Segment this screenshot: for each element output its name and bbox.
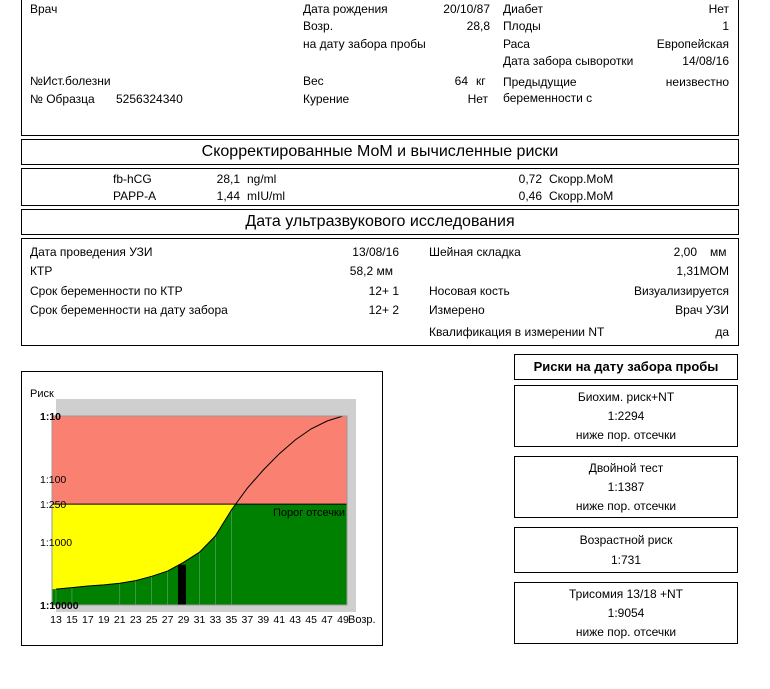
mom-section-title: Скорректированные МоМ и вычисленные риски xyxy=(21,139,739,165)
mom-row-value: 28,1 xyxy=(216,172,240,186)
x-tick-label: 13 xyxy=(50,614,62,626)
us-right-label: Носовая кость xyxy=(429,284,510,298)
fetuses-label: Плоды xyxy=(503,19,541,33)
us-left-label: Срок беременности по КТР xyxy=(30,284,183,298)
chart-xlabel: Возр. xyxy=(348,614,376,626)
risks-title: Риски на дату забора пробы xyxy=(514,354,738,380)
serum-date-value: 14/08/16 xyxy=(682,54,729,68)
us-right-unit: мм xyxy=(710,245,727,259)
mom-row-value: 1,44 xyxy=(216,189,240,203)
age-label: Возр. xyxy=(303,19,334,33)
prev-preg-value: неизвестно xyxy=(665,75,729,89)
x-tick-label: 49 xyxy=(337,614,349,626)
risk-card xyxy=(514,527,738,573)
risk-card xyxy=(514,582,738,644)
us-right-value: да xyxy=(715,325,729,339)
x-tick-label: 43 xyxy=(289,614,302,626)
risk-note: ниже пор. отсечки xyxy=(575,499,677,513)
risk-value: 1:731 xyxy=(610,553,642,567)
weight-value: 64 xyxy=(454,74,468,88)
us-left-value: 12+ 1 xyxy=(368,284,399,298)
us-left-value: 12+ 2 xyxy=(368,303,399,317)
risk-card xyxy=(514,456,738,518)
x-tick-label: 21 xyxy=(113,614,126,626)
us-left-label: КТР xyxy=(30,264,53,278)
age-value: 28,8 xyxy=(466,19,490,33)
y-tick-label: 1:10 xyxy=(40,411,62,423)
risk-note: ниже пор. отсечки xyxy=(575,625,677,639)
y-tick-label: 1:250 xyxy=(40,499,67,512)
risk-card xyxy=(514,385,738,447)
weight-label: Вес xyxy=(303,74,324,88)
us-left-label: Срок беременности на дату забора xyxy=(30,303,228,317)
cutoff-label: Порог отсечки xyxy=(272,507,345,519)
doctor-label: Врач xyxy=(30,2,58,16)
diabetes-value: Нет xyxy=(708,2,729,16)
us-right-label: Шейная складка xyxy=(429,245,521,259)
mom-row-unit: mIU/ml xyxy=(247,189,285,203)
age-label-2: на дату забора пробы xyxy=(303,37,426,51)
risk-value: 1:2294 xyxy=(607,409,645,423)
mom-row-mom-label: Скорр.МоМ xyxy=(549,172,614,186)
y-tick-label: 1:10000 xyxy=(40,600,79,612)
weight-unit: кг xyxy=(476,74,486,88)
mom-row-name: PAPP-A xyxy=(113,189,157,203)
x-tick-label: 33 xyxy=(209,614,222,626)
birth-value: 20/10/87 xyxy=(443,2,490,16)
sample-value: 5256324340 xyxy=(116,92,183,106)
x-tick-label: 31 xyxy=(193,614,206,626)
mom-row-name: fb-hCG xyxy=(113,172,152,186)
history-label: №Ист.болезни xyxy=(30,74,111,88)
x-tick-label: 35 xyxy=(225,614,238,626)
risk-value: 1:1387 xyxy=(607,480,645,494)
chart-ylabel: Риск xyxy=(30,388,54,400)
prev-preg-label-2: беременности с xyxy=(503,91,593,105)
y-tick-label: 1:1000 xyxy=(40,537,73,549)
serum-date-label: Дата забора сыворотки xyxy=(503,54,634,68)
us-right-value: 2,00 xyxy=(673,245,697,259)
x-tick-label: 39 xyxy=(257,614,270,626)
high-risk-zone xyxy=(52,416,347,504)
x-tick-label: 25 xyxy=(145,614,158,626)
y-tick-label: 1:100 xyxy=(40,474,67,486)
x-tick-label: 47 xyxy=(321,614,333,626)
risk-note: ниже пор. отсечки xyxy=(575,428,677,442)
us-right-value: Визуализируется xyxy=(633,284,729,298)
us-left-value: 58,2 мм xyxy=(349,264,393,278)
risk-name: Возрастной риск xyxy=(579,533,673,547)
x-tick-label: 37 xyxy=(241,614,254,626)
x-tick-label: 27 xyxy=(161,614,174,626)
risk-name: Биохим. риск+NT xyxy=(577,390,675,404)
x-tick-label: 15 xyxy=(66,614,78,626)
mom-row-mom: 0,72 xyxy=(518,172,542,186)
risk-name: Трисомия 13/18 +NT xyxy=(569,587,683,601)
x-tick-label: 19 xyxy=(97,614,110,626)
birth-label: Дата рождения xyxy=(303,2,388,16)
fetuses-value: 1 xyxy=(722,19,729,33)
mom-row-mom: 0,46 xyxy=(518,189,542,203)
us-right-label: Измерено xyxy=(429,303,485,317)
us-left-label: Дата проведения УЗИ xyxy=(30,245,153,259)
x-tick-label: 17 xyxy=(82,614,94,626)
prev-preg-label: Предыдущие xyxy=(503,75,577,89)
risk-chart xyxy=(21,371,383,646)
x-tick-label: 23 xyxy=(129,614,142,626)
mom-row-unit: ng/ml xyxy=(247,172,277,186)
sample-label: № Образца xyxy=(30,92,95,106)
us-left-value: 13/08/16 xyxy=(352,245,399,259)
risk-name: Двойной тест xyxy=(588,461,664,475)
risk-value: 1:9054 xyxy=(607,606,645,620)
race-value: Европейская xyxy=(656,37,729,51)
patient-marker xyxy=(178,565,186,605)
x-tick-label: 29 xyxy=(177,614,190,626)
diabetes-label: Диабет xyxy=(503,2,544,16)
us-right-value: 1,31МОМ xyxy=(676,264,729,278)
us-right-label: Квалификация в измерении NT xyxy=(429,325,605,339)
mom-row-mom-label: Скорр.МоМ xyxy=(549,189,614,203)
x-tick-label: 45 xyxy=(305,614,317,626)
race-label: Раса xyxy=(503,37,530,51)
x-tick-label: 41 xyxy=(273,614,286,626)
us-section-title: Дата ультразвукового исследования xyxy=(21,209,739,235)
us-right-value: Врач УЗИ xyxy=(675,303,729,317)
smoking-value: Нет xyxy=(467,92,488,106)
smoking-label: Курение xyxy=(303,92,350,106)
